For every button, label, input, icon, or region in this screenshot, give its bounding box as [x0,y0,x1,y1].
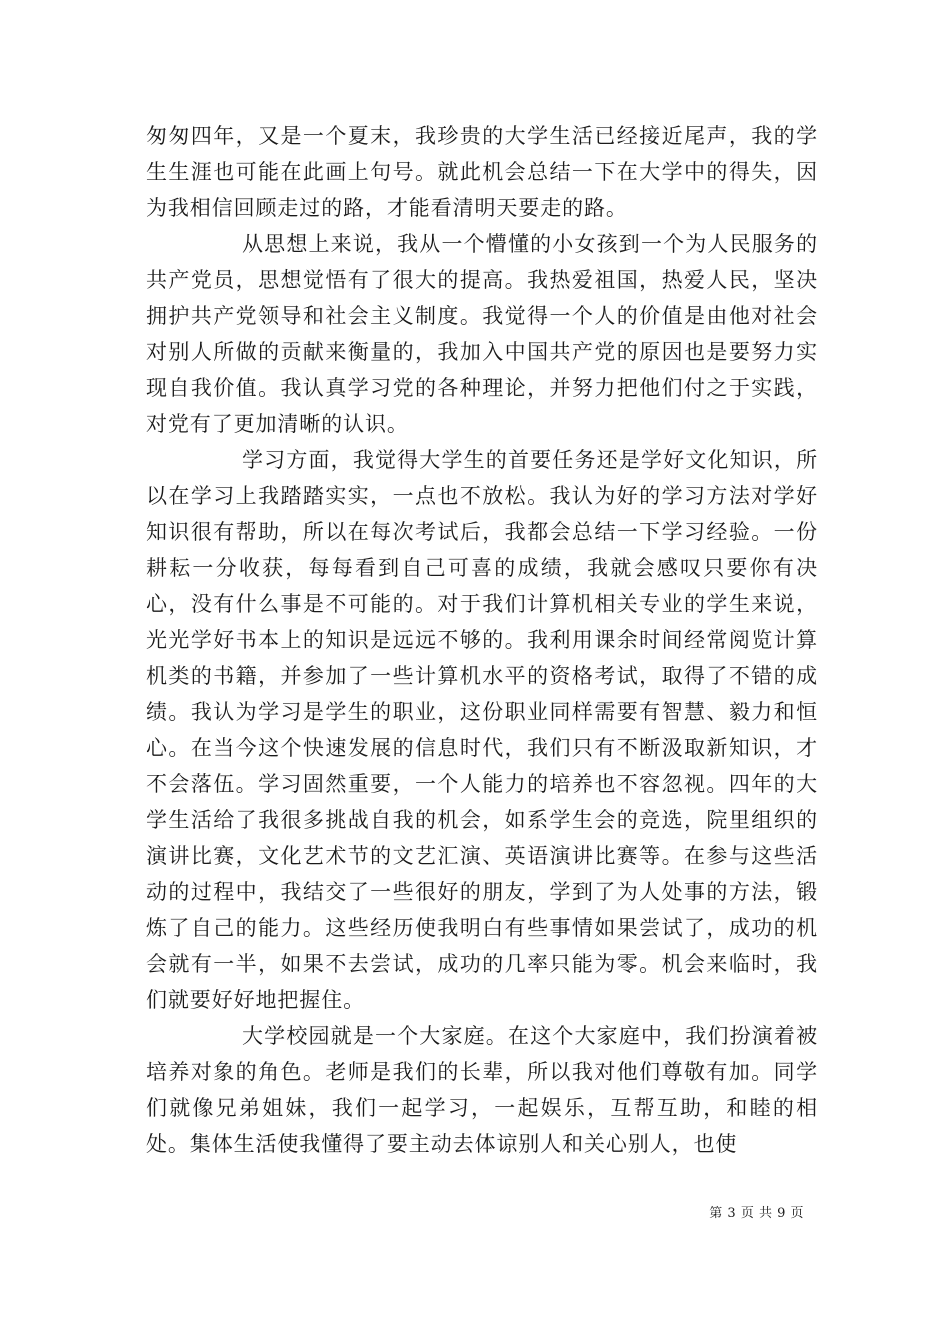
paragraph-ideology: 从思想上来说，我从一个懵懂的小女孩到一个为人民服务的共产党员，思想觉悟有了很大的提高。我热爱祖国，热爱人民，坚决拥护共产党领导和社会主义制度。我觉得一个人的价值是由他对社会对别人所做的贡献来衡量的，我加入中国共产党的原因也是要努力实现自我价值。我认真学习党的各种理论，并努力把他们付之于实践，对党有了更加清晰的认识。 [146,232,818,436]
paragraph-intro: 匆匆四年，又是一个夏末，我珍贵的大学生活已经接近尾声，我的学生生涯也可能在此画上句号。就此机会总结一下在大学中的得失，因为我相信回顾走过的路，才能看清明天要走的路。 [146,124,818,220]
paragraph-campus-life: 大学校园就是一个大家庭。在这个大家庭中，我们扮演着被培养对象的角色。老师是我们的长辈，所以我对他们尊敬有加。同学们就像兄弟姐妹，我们一起学习，一起娱乐，互帮互助，和睦的相处。集体生活使我懂得了要主动去体谅别人和关心别人，也使 [146,1024,818,1156]
page-number: 第 3 页 共 9 页 [709,1206,804,1221]
paragraph-study: 学习方面，我觉得大学生的首要任务还是学好文化知识，所以在学习上我踏踏实实，一点也不放松。我认为好的学习方法对学好知识很有帮助，所以在每次考试后，我都会总结一下学习经验。一份耕耘一分收获，每每看到自己可喜的成绩，我就会感叹只要你有决心，没有什么事是不可能的。对于我们计算机相关专业的学生来说，光光学好书本上的知识是远远不够的。我利用课余时间经常阅览计算机类的书籍，并参加了一些计算机水平的资格考试，取得了不错的成绩。我认为学习是学生的职业，这份职业同样需要有智慧、毅力和恒心。在当今这个快速发展的信息时代，我们只有不断汲取新知识，才不会落伍。学习固然重要，一个人能力的培养也不容忽视。四年的大学生活给了我很多挑战自我的机会，如系学生会的竞选，院里组织的演讲比赛，文化艺术节的文艺汇演、英语演讲比赛等。在参与这些活动的过程中，我结交了一些很好的朋友，学到了为人处事的方法，锻炼了自己的能力。这些经历使我明白有些事情如果尝试了，成功的机会就有一半，如果不去尝试，成功的几率只能为零。机会来临时，我们就要好好地把握住。 [146,448,818,1012]
body-text [146,118,818,1162]
